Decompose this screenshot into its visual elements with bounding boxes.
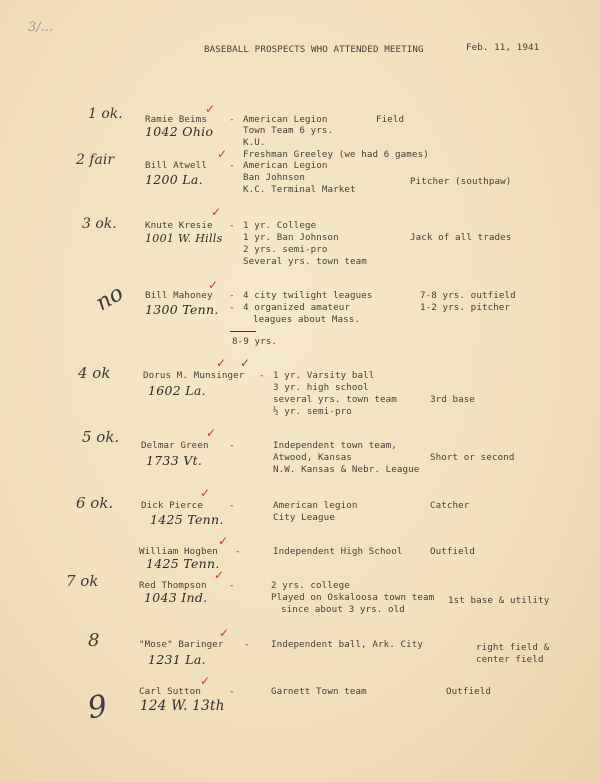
prospect-name: Dorus M. Munsinger — [143, 370, 245, 381]
detail-line: several yrs. town team — [273, 394, 397, 405]
detail-line: 2 yrs. semi-pro — [243, 244, 328, 255]
position: center field — [476, 654, 544, 665]
check-mark-icon: ✓ — [211, 205, 222, 219]
detail-line: American legion — [273, 500, 358, 511]
detail-line: Played on Oskaloosa town team — [271, 592, 435, 603]
detail-line: Independent High School — [273, 546, 403, 557]
detail-line: American Legion — [243, 160, 328, 171]
divider — [230, 331, 256, 332]
detail-line: K.U. — [243, 137, 266, 148]
dash: - — [229, 686, 235, 697]
position: Field — [376, 114, 405, 125]
check-mark-icon: ✓ — [206, 426, 217, 440]
position: Outfield — [430, 546, 476, 557]
detail-line: 4 city twilight leagues — [243, 290, 373, 301]
rating-mark: 8 — [88, 630, 100, 651]
prospect-name: Red Thompson — [139, 580, 207, 591]
check-mark-icon: ✓ — [218, 534, 229, 548]
prospect-name: Delmar Green — [141, 440, 209, 451]
prospect-address: 1300 Tenn. — [145, 302, 219, 317]
rating-mark: 5 ok. — [82, 428, 120, 446]
position: 3rd base — [430, 394, 476, 405]
detail-line: Ban Johnson — [243, 172, 305, 183]
prospect-address: 124 W. 13th — [140, 698, 225, 714]
check-mark-icon: ✓ — [200, 486, 211, 500]
prospect-address: 1231 La. — [148, 652, 206, 667]
position: right field & — [476, 642, 550, 653]
dash: - — [259, 370, 265, 381]
position: Catcher — [430, 500, 470, 511]
detail-line: 1 yr. College — [243, 220, 317, 231]
detail-line: Town Team 6 yrs. — [243, 125, 334, 136]
detail-line: 1 yr. Varsity ball — [273, 370, 375, 381]
document-date: Feb. 11, 1941 — [466, 42, 540, 53]
dash: - — [235, 546, 241, 557]
check-mark-icon: ✓ — [214, 568, 225, 582]
detail-line: Garnett Town team — [271, 686, 367, 697]
rating-mark: 7 ok — [66, 572, 99, 590]
detail-line: 3 yr. high school — [273, 382, 369, 393]
dash: - — [229, 160, 235, 171]
position: Outfield — [446, 686, 492, 697]
prospect-name: William Hogben — [139, 546, 218, 557]
detail-line: 2 yrs. college — [271, 580, 350, 591]
prospect-address: 1733 Vt. — [146, 453, 203, 468]
dash: - — [229, 440, 235, 451]
detail-line: K.C. Terminal Market — [243, 184, 356, 195]
prospect-address: 1043 Ind. — [144, 590, 208, 605]
prospect-name: Dick Pierce — [141, 500, 203, 511]
check-mark-icon: ✓ — [216, 356, 227, 370]
prospect-name: "Mose" Baringer — [139, 639, 224, 650]
check-mark-icon: ✓ — [208, 278, 219, 292]
dash: - — [229, 220, 235, 231]
prospect-name: Bill Atwell — [145, 160, 207, 171]
prospect-name: Knute Kresie — [145, 220, 213, 231]
rating-mark: 1 ok. — [88, 106, 123, 122]
document-title: BASEBALL PROSPECTS WHO ATTENDED MEETING — [204, 44, 424, 55]
prospect-address: 1200 La. — [145, 172, 203, 187]
check-mark-icon: ✓ — [205, 102, 216, 116]
rating-mark: 6 ok. — [76, 494, 114, 512]
prospect-address: 1602 La. — [148, 383, 206, 398]
dash: - — [229, 290, 235, 301]
check-mark-icon: ✓ — [200, 674, 211, 688]
check-mark-icon: ✓ — [240, 356, 251, 370]
prospect-name: Ramie Beims — [145, 114, 207, 125]
position: Jack of all trades — [410, 232, 512, 243]
detail-line: Independent town team, — [273, 440, 397, 451]
prospect-name: Bill Mahoney — [145, 290, 213, 301]
rating-mark: 4 ok — [78, 364, 111, 382]
prospect-address: 1042 Ohio — [145, 124, 214, 139]
position: Short or second — [430, 452, 515, 463]
detail-line: Atwood, Kansas — [273, 452, 352, 463]
detail-line: American Legion — [243, 114, 328, 125]
dash: - — [229, 500, 235, 511]
detail-line: leagues about Mass. — [253, 314, 360, 325]
rating-mark: 9 — [85, 688, 110, 727]
dash: - — [244, 639, 250, 650]
rating-mark: no — [91, 280, 128, 317]
position: Pitcher (southpaw) — [410, 176, 512, 187]
detail-line: Freshman Greeley (we had 6 games) — [243, 149, 429, 160]
detail-line: since about 3 yrs. old — [281, 604, 405, 615]
years-note: 8-9 yrs. — [232, 336, 278, 347]
prospect-address: 1425 Tenn. — [150, 512, 224, 527]
detail-line: 1 yr. Ban Johnson — [243, 232, 339, 243]
check-mark-icon: ✓ — [219, 626, 230, 640]
detail-line: City League — [273, 512, 335, 523]
prospect-address: 1001 W. Hills — [145, 232, 223, 245]
position: 7-8 yrs. outfield — [420, 290, 516, 301]
dash: - — [229, 302, 235, 313]
position: 1st base & utility — [448, 595, 550, 606]
check-mark-icon: ✓ — [217, 147, 228, 161]
prospect-address: 1425 Tenn. — [146, 556, 220, 571]
detail-line: 4 organized amateur — [243, 302, 350, 313]
detail-line: Independent ball, Ark. City — [271, 639, 424, 650]
prospect-name: Carl Sutton — [139, 686, 201, 697]
dash: - — [229, 580, 235, 591]
position: 1-2 yrs. pitcher — [420, 302, 511, 313]
rating-mark: 3 ok. — [82, 216, 117, 232]
corner-scribble: 3/... — [28, 20, 54, 35]
detail-line: N.W. Kansas & Nebr. League — [273, 464, 420, 475]
detail-line: Several yrs. town team — [243, 256, 367, 267]
rating-mark: 2 fair — [76, 152, 115, 168]
detail-line: ½ yr. semi-pro — [273, 406, 352, 417]
dash: - — [229, 114, 235, 125]
